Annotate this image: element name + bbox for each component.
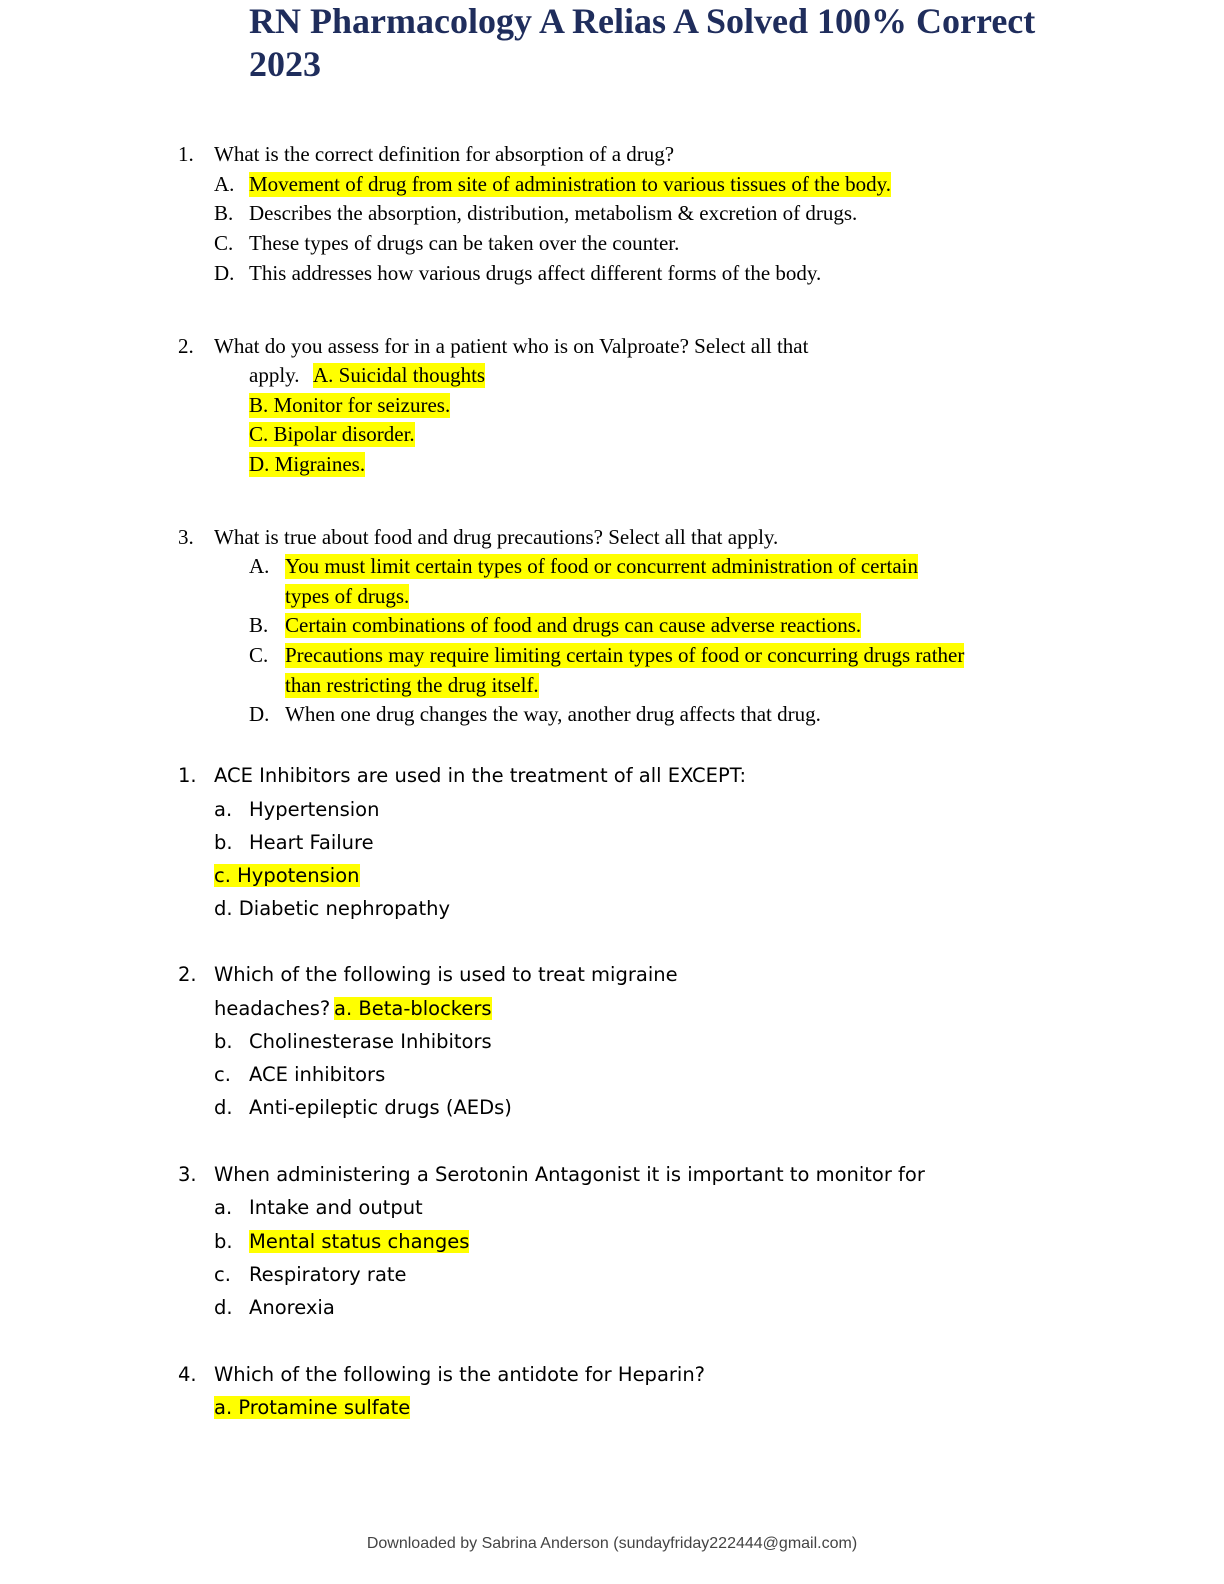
option-text-correct: Mental status changes <box>249 1230 470 1253</box>
question-text: Which of the following is the antidote for Heparin? <box>214 1363 706 1386</box>
option-letter: C. <box>249 643 269 667</box>
option-letter: c. <box>214 1263 231 1286</box>
option-text: Hypertension <box>249 798 380 821</box>
option-text: This addresses how various drugs affect different forms of the body. <box>249 261 822 285</box>
question-number: 1. <box>178 142 194 166</box>
document-title: RN Pharmacology A Relias A Solved 100% Correct 2023 <box>249 1 1036 84</box>
question-text: What is true about food and drug precautions? Select all that apply. <box>214 525 779 549</box>
option-text: Anorexia <box>249 1296 335 1319</box>
option-letter: D. <box>214 261 235 285</box>
question-text: ACE Inhibitors are used in the treatment of all EXCEPT: <box>214 764 747 787</box>
option-letter: A. <box>249 554 270 578</box>
question-number: 4. <box>178 1363 197 1386</box>
option-text-correct: Movement of drug from site of administration to various tissues of the body. <box>249 172 891 196</box>
option-letter: A. <box>214 172 235 196</box>
option-text: Anti-epileptic drugs (AEDs) <box>249 1096 512 1119</box>
option-letter: a. <box>214 1196 233 1219</box>
option-letter: c. <box>214 1063 231 1086</box>
option-text: These types of drugs can be taken over the counter. <box>249 231 680 255</box>
option-text: d. Diabetic nephropathy <box>214 897 450 920</box>
option-letter: d. <box>214 1096 233 1119</box>
option-letter: b. <box>214 1030 233 1053</box>
option-text-correct: types of drugs. <box>285 584 410 608</box>
question-number: 2. <box>178 334 194 358</box>
option-letter: a. <box>214 798 233 821</box>
option-text-correct: Certain combinations of food and drugs can cause adverse reactions. <box>285 613 862 637</box>
question-number: 2. <box>178 963 197 986</box>
option-text: Cholinesterase Inhibitors <box>249 1030 492 1053</box>
option-text-correct: D. Migraines. <box>249 452 366 476</box>
option-text: Describes the absorption, distribution, metabolism & excretion of drugs. <box>249 201 858 225</box>
question-text: When administering a Serotonin Antagonist it is important to monitor for <box>214 1163 925 1186</box>
option-letter: C. <box>214 231 234 255</box>
download-footer: Downloaded by Sabrina Anderson (sundayfriday222444@gmail.com) <box>366 1535 858 1552</box>
option-text: Respiratory rate <box>249 1263 407 1286</box>
option-text-correct: C. Bipolar disorder. <box>249 422 415 446</box>
option-text-correct: than restricting the drug itself. <box>285 673 539 697</box>
option-letter: d. <box>214 1296 233 1319</box>
option-text: Heart Failure <box>249 831 374 854</box>
option-text-correct: You must limit certain types of food or concurrent administration of certain <box>285 554 918 578</box>
option-text-correct: A. Suicidal thoughts <box>313 363 486 387</box>
question-text: What do you assess for in a patient who is on Valproate? Select all that <box>214 334 809 358</box>
option-letter: B. <box>249 613 269 637</box>
option-letter: B. <box>214 201 234 225</box>
option-text: When one drug changes the way, another drug affects that drug. <box>285 702 821 726</box>
question-text: What is the correct definition for absorption of a drug? <box>214 142 675 166</box>
option-text-correct: B. Monitor for seizures. <box>249 393 451 417</box>
question-text-continued: headaches? <box>214 997 331 1020</box>
option-text-correct: a. Protamine sulfate <box>214 1396 411 1419</box>
question-number: 3. <box>178 1163 197 1186</box>
option-text-correct: a. Beta-blockers <box>334 997 492 1020</box>
question-text-continued: apply. <box>249 363 300 387</box>
option-letter: D. <box>249 702 270 726</box>
question-number: 3. <box>178 525 194 549</box>
question-number: 1. <box>178 764 197 787</box>
option-letter: b. <box>214 831 233 854</box>
option-text-correct: Precautions may require limiting certain types of food or concurring drugs rather <box>285 643 965 667</box>
option-text-correct: c. Hypotension <box>214 864 360 887</box>
option-text: Intake and output <box>249 1196 423 1219</box>
option-letter: b. <box>214 1230 233 1253</box>
question-text: Which of the following is used to treat migraine <box>214 963 678 986</box>
option-text: ACE inhibitors <box>249 1063 386 1086</box>
